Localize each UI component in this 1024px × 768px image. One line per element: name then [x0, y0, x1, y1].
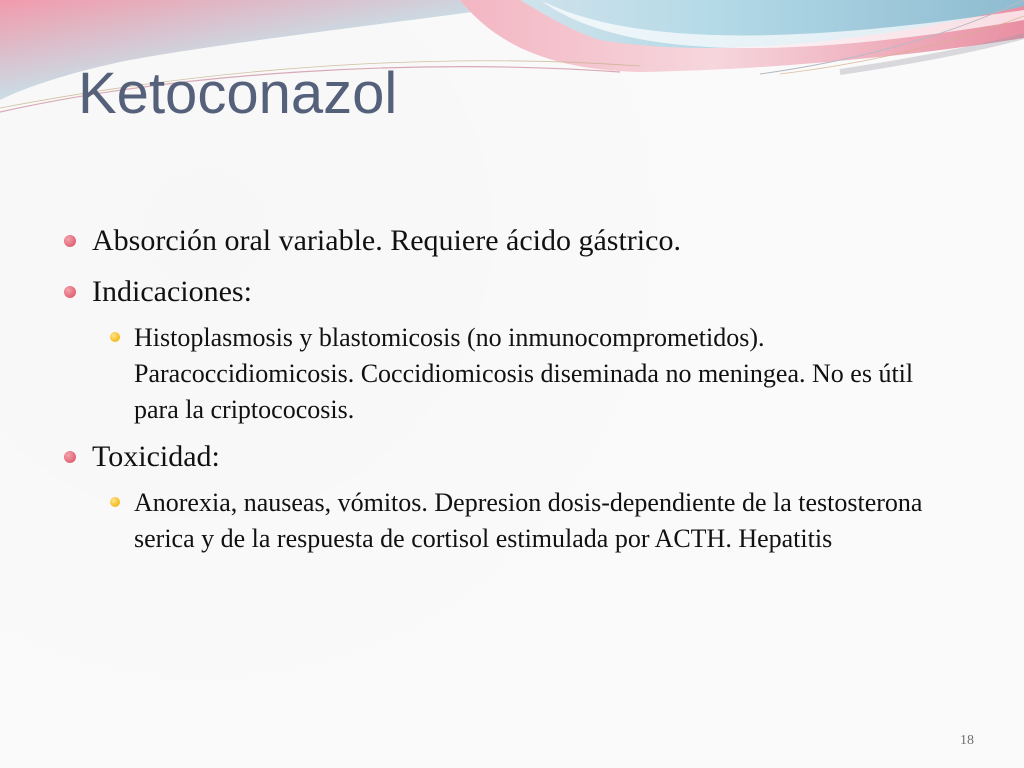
bullet-dot-icon: [64, 286, 76, 298]
subbullet-toxicidad-detalle: [110, 485, 964, 557]
subbullet-indicaciones-detalle: [110, 320, 964, 428]
subbullet-dot-icon: [110, 332, 120, 342]
bullet-dot-icon: [64, 235, 76, 247]
bullet-dot-icon: [64, 451, 76, 463]
subbullet-text: Histoplasmosis y blastomicosis (no inmunocomprometidos). Paracoccidiomicosis. Coccidiomicosis diseminada no meningea. No es útil para la criptococosis.: [134, 323, 914, 424]
bullet-absorcion: [62, 222, 982, 260]
slide-content: [62, 222, 982, 567]
bullet-indicaciones: [62, 273, 982, 311]
bullet-text: Absorción oral variable. Requiere ácido gástrico.: [92, 224, 681, 257]
page-number: 18: [960, 733, 974, 748]
subbullet-text: Anorexia, nauseas, vómitos. Depresion dosis-dependiente de la testosterona serica y de la respuesta de cortisol estimulada por ACTH. Hepatitis: [134, 488, 923, 553]
slide-title: Ketoconazol: [78, 61, 398, 126]
bullet-text: Toxicidad:: [92, 440, 220, 473]
bullet-toxicidad: [62, 438, 982, 476]
bullet-text: Indicaciones:: [92, 275, 252, 308]
subbullet-dot-icon: [110, 497, 120, 507]
